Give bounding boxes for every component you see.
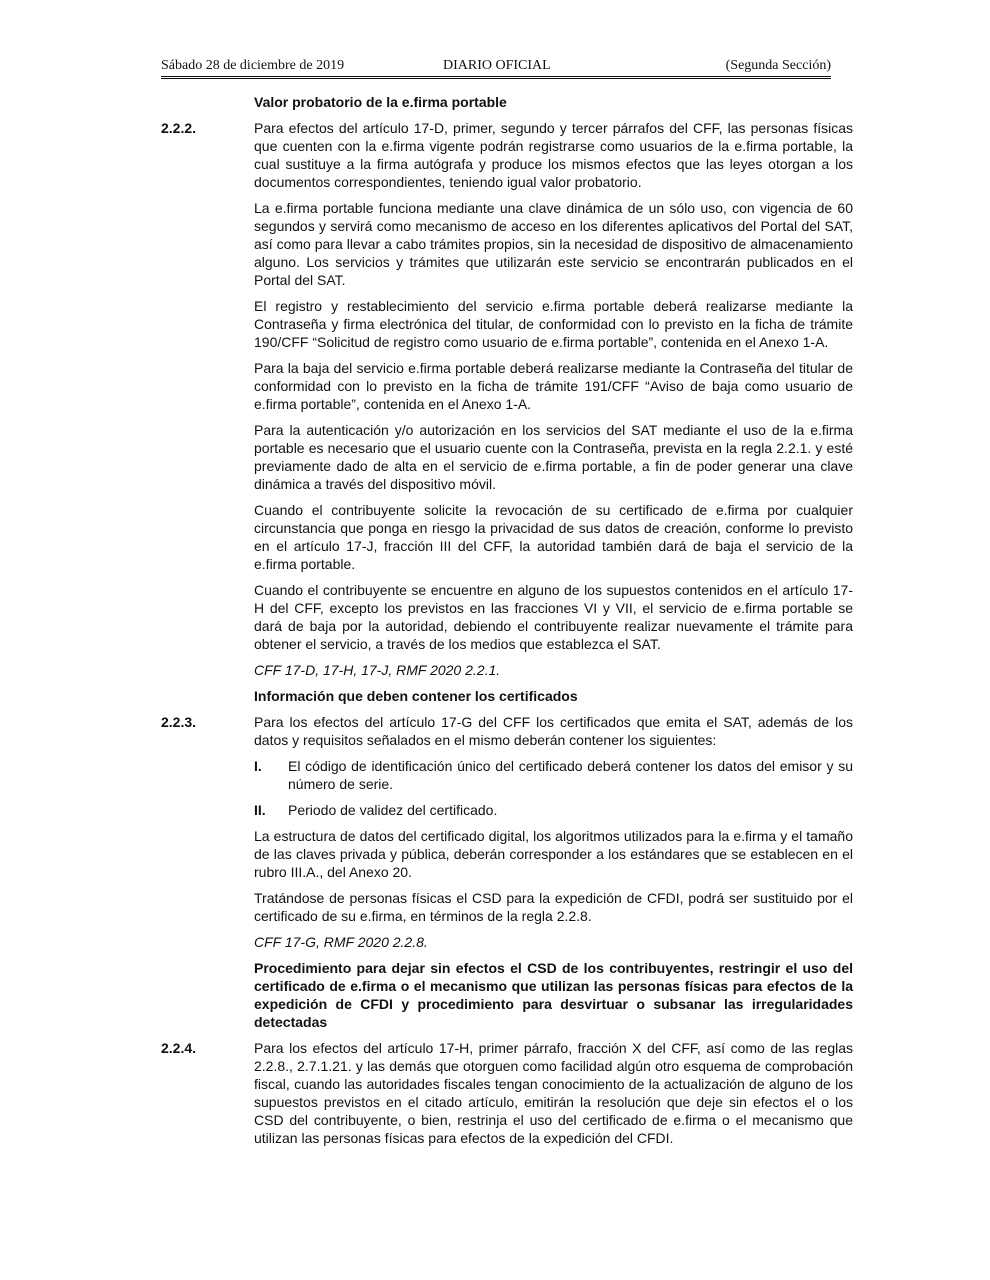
paragraph: Para la baja del servicio e.firma portable deberá realizarse mediante la Contraseña del titular de conformidad con lo previsto en la ficha de trámite 191/CFF “Aviso de baja como usuario de e.firma portable”, contenida en el Anexo 1-A. <box>254 360 853 412</box>
paragraph: Tratándose de personas físicas el CSD para la expedición de CFDI, podrá ser sustituido por el certificado de su e.firma, en términos de la regla 2.2.8. <box>254 890 853 924</box>
paragraph: El registro y restablecimiento del servicio e.firma portable deberá realizarse mediante la Contraseña y firma electrónica del titular, de conformidad con lo previsto en la ficha de trámite 190/CFF “Solicitud de registro como usuario de e.firma portable”, contenida en el Anexo 1-A. <box>254 298 853 350</box>
rule-2-2-4-body <box>161 1039 853 1147</box>
rule-number: 2.2.2. <box>161 120 197 136</box>
rule-2-2-3 <box>161 687 853 705</box>
list-item-text: Periodo de validez del certificado. <box>288 802 498 818</box>
header-date: Sábado 28 de diciembre de 2019 <box>161 58 345 73</box>
rule-title: Información que deben contener los certificados <box>254 688 578 704</box>
legal-reference: CFF 17-D, 17-H, 17-J, RMF 2020 2.2.1. <box>254 662 501 678</box>
rule-title: Procedimiento para dejar sin efectos el CSD de los contribuyentes, restringir el uso del certificado de e.firma o el mecanismo que utilizan las personas físicas para efectos de la expedición de CFDI y procedimiento para desvirtuar o subsanar las irregularidades detectadas <box>254 960 853 1030</box>
rule-number: 2.2.4. <box>161 1040 197 1056</box>
paragraph: Para la autenticación y/o autorización en los servicios del SAT mediante el uso de la e.firma portable es necesario que el usuario cuente con la Contraseña, prevista en la regla 2.2.1. y esté previamente dado de alta en el servicio de e.firma portable, a fin de poder generar una clave dinámica a través del dispositivo móvil. <box>254 422 853 492</box>
list-numeral: I. <box>254 758 262 774</box>
paragraph: Cuando el contribuyente solicite la revocación de su certificado de e.firma por cualquier circunstancia que ponga en riesgo la privacidad de sus datos de creación, conforme lo previsto en el artículo 17-J, fracción III del CFF, la autoridad también dará de baja el servicio de la e.firma portable. <box>254 502 853 572</box>
rule-2-2-4 <box>161 959 853 1031</box>
rule-2-2-2-body <box>161 119 853 679</box>
legal-reference: CFF 17-G, RMF 2020 2.2.8. <box>254 934 428 950</box>
rule-2-2-2 <box>161 93 853 111</box>
header-publication: DIARIO OFICIAL <box>443 58 551 73</box>
list-numeral: II. <box>254 802 266 818</box>
rule-number: 2.2.3. <box>161 714 197 730</box>
rule-title: Valor probatorio de la e.firma portable <box>254 94 507 110</box>
list-item <box>254 801 853 819</box>
paragraph: Para los efectos del artículo 17-H, primer párrafo, fracción X del CFF, así como de las reglas 2.2.8., 2.7.1.21. y las demás que otorguen como facilidad algún otro esquema de comprobación fiscal, cuando las autoridades fiscales tengan conocimiento de la actualización de alguno de los supuestos previstos en el citado artículo, emitirán la resolución que deje sin efectos el o los CSD del contribuyente, o bien, restrinja el uso del certificado de e.firma o el mecanismo que utilizan las personas físicas para efectos de la expedición del CFDI. <box>254 1040 853 1146</box>
rule-2-2-3-body <box>161 713 853 951</box>
paragraph: Para efectos del artículo 17-D, primer, segundo y tercer párrafos del CFF, las personas físicas que cuenten con la e.firma vigente podrán registrarse como usuarios de la e.firma portable, la cual sustituye a la firma autógrafa y produce los mismos efectos que las leyes otorgan a los documentos correspondientes, teniendo igual valor probatorio. <box>254 120 853 190</box>
document-body <box>161 93 853 1155</box>
header-section: (Segunda Sección) <box>725 58 831 73</box>
page-header <box>161 58 831 78</box>
paragraph: La e.firma portable funciona mediante una clave dinámica de un sólo uso, con vigencia de 60 segundos y servirá como mecanismo de acceso en los diferentes aplicativos del Portal del SAT, así como para llevar a cabo trámites propios, sin la necesidad de dispositivo de almacenamiento alguno. Los servicios y trámites que utilizarán este servicio se encontrarán publicados en el Portal del SAT. <box>254 200 853 288</box>
paragraph: La estructura de datos del certificado digital, los algoritmos utilizados para la e.firma y el tamaño de las claves privada y pública, deberán corresponder a los estándares que se establecen en el rubro III.A., del Anexo 20. <box>254 828 853 880</box>
header-rule-bottom <box>161 78 831 79</box>
paragraph: Para los efectos del artículo 17-G del CFF los certificados que emita el SAT, además de los datos y requisitos señalados en el mismo deberán contener los siguientes: <box>254 714 853 748</box>
header-rule-top <box>161 76 831 77</box>
list-item <box>254 757 853 793</box>
list-item-text: El código de identificación único del certificado deberá contener los datos del emisor y su número de serie. <box>288 758 853 792</box>
paragraph: Cuando el contribuyente se encuentre en alguno de los supuestos contenidos en el artículo 17-H del CFF, excepto los previstos en las fracciones VI y VII, el servicio de e.firma portable se dará de baja por la autoridad, debiendo el contribuyente realizar nuevamente el trámite para obtener el servicio, a través de los medios que establezca el SAT. <box>254 582 853 652</box>
